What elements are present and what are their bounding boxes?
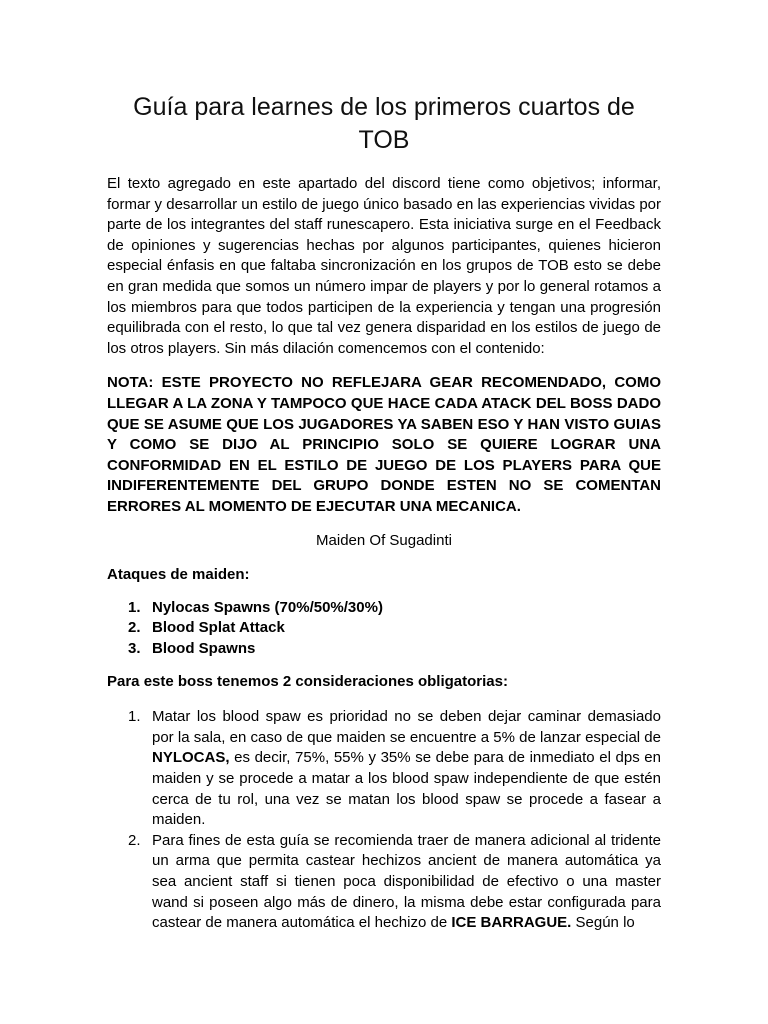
attacks-list bbox=[107, 598, 661, 660]
considerations-list bbox=[107, 707, 661, 934]
title-line-1: Guía para learnes de los primeros cuartos de bbox=[133, 93, 635, 121]
list-item-text: Nylocas Spawns (70%/50%/30%) bbox=[152, 598, 383, 616]
list-item bbox=[107, 707, 661, 831]
list-item-text: Blood Splat Attack bbox=[152, 619, 285, 637]
list-item-text bbox=[152, 832, 661, 931]
considerations-heading: Para este boss tenemos 2 consideraciones obligatorias: bbox=[107, 673, 508, 691]
attacks-heading: Ataques de maiden: bbox=[107, 565, 250, 583]
document-content bbox=[107, 91, 661, 934]
list-item bbox=[107, 618, 661, 639]
text-run: Para fines de esta guía se recomienda traer de manera adicional al tridente un arma que permita castear hechizos ancient de manera automática ya sea ancient staff si tienen poca disponibilidad de efectivo o una master wand si poseen algo más de dinero, la misma debe estar configurada para castear de manera automática el hechizo de bbox=[152, 831, 661, 932]
section-title: Maiden Of Sugadinti bbox=[316, 531, 452, 549]
nota-paragraph: NOTA: ESTE PROYECTO NO REFLEJARA GEAR RECOMENDADO, COMO LLEGAR A LA ZONA Y TAMPOCO QUE HACE CADA ATACK DEL BOSS DADO QUE SE ASUME QUE LOS JUGADORES YA SABEN ESO Y HAN VISTO GUIAS Y COMO SE DIJO AL PRINCIPIO SOLO SE QUIERE LOGRAR UNA CONFORMIDAD EN EL ESTILO DE JUEGO DE LOS PLAYERS PARA QUE INDIFERENTEMENTE DEL GRUPO DONDE ESTEN NO SE COMENTAN ERRORES AL MOMENTO DE EJECUTAR UNA MECANICA. bbox=[107, 374, 661, 515]
bold-term: NYLOCAS, bbox=[152, 749, 230, 767]
text-run: Matar los blood spaw es prioridad no se deben dejar caminar demasiado por la sala, en caso de que maiden se encuentre a 5% de lanzar especial de bbox=[152, 708, 661, 746]
list-item-text bbox=[152, 708, 661, 828]
intro-paragraph: El texto agregado en este apartado del discord tiene como objetivos; informar, formar y desarrollar un estilo de juego único basado en las experiencias vividas por parte de los integrantes del staff runescapero. Esta iniciativa surge en el Feedback de opiniones y sugerencias hechas por algunos participantes, quienes hicieron especial énfasis en que faltaba sincronización en los grupos de TOB esto se debe en gran medida que somos un número impar de players y por lo general rotamos a los miembros para que todos participen de la experiencia y tengan una progresión equilibrada con el resto, lo que tal vez genera disparidad en los estilos de juego de los otros players. Sin más dilación comencemos con el contenido: bbox=[107, 175, 661, 357]
list-item-number: 2. bbox=[128, 831, 141, 849]
list-item bbox=[107, 639, 661, 660]
list-item-number: 3. bbox=[128, 639, 141, 657]
text-run: es decir, 75%, 55% y 35% se debe para de inmediato el dps en maiden y se procede a matar a los blood spaw independiente de que estén cerca de tu rol, una vez se matan los blood spaw se procede a fasear a maiden. bbox=[152, 749, 661, 829]
list-item bbox=[107, 831, 661, 934]
bold-term: ICE BARRAGUE. bbox=[451, 914, 572, 932]
title-line-2: TOB bbox=[358, 126, 410, 154]
list-item-number: 1. bbox=[128, 598, 141, 616]
list-item-number: 1. bbox=[128, 708, 141, 726]
list-item-text: Blood Spawns bbox=[152, 639, 256, 657]
list-item bbox=[107, 598, 661, 619]
document-title bbox=[107, 91, 661, 157]
list-item-number: 2. bbox=[128, 619, 141, 637]
text-run: Según lo bbox=[571, 914, 635, 932]
